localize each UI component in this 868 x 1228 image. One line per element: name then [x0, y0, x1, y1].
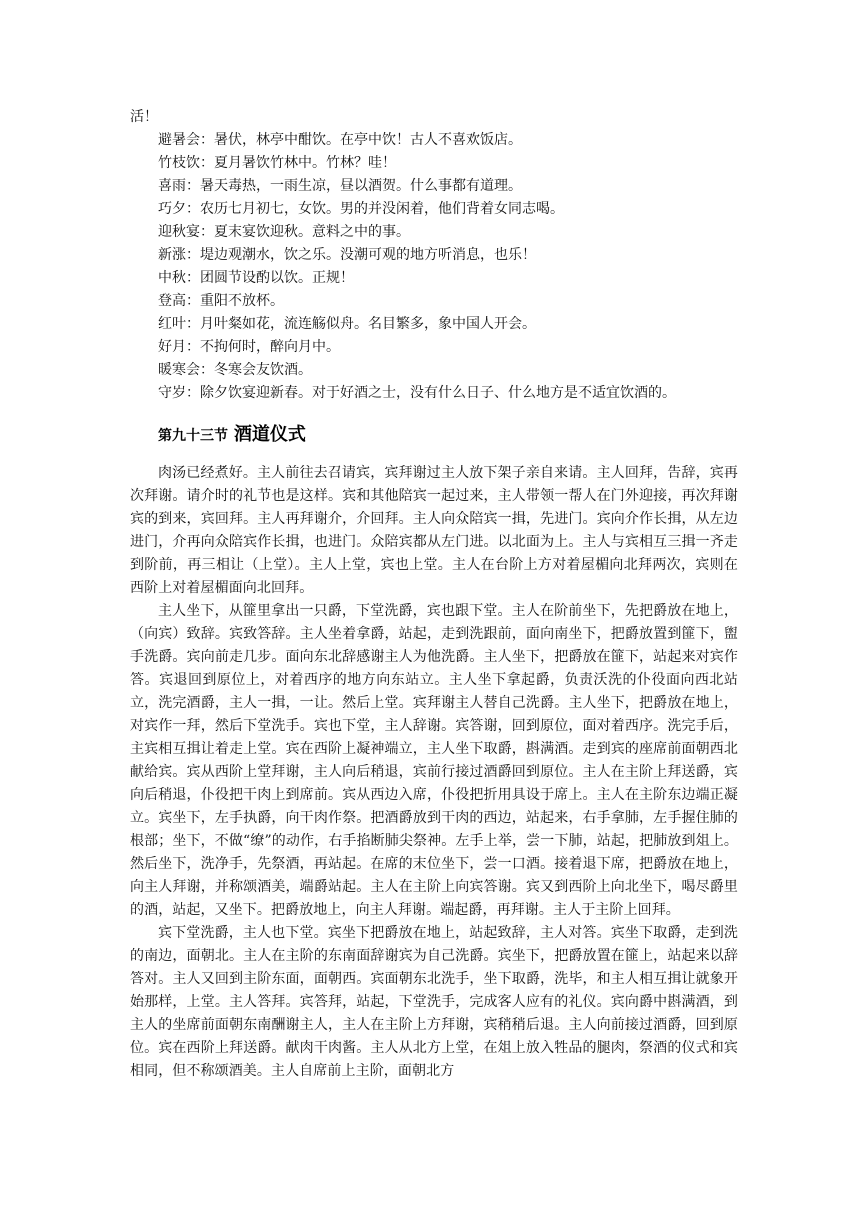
custom-item: 避暑会：暑伏，林亭中酣饮。在亭中饮！古人不喜欢饭店。	[158, 132, 522, 148]
section-number: 第九十三节	[158, 428, 228, 444]
document-page	[130, 106, 738, 1083]
custom-item: 暖寒会：冬寒会友饮酒。	[158, 362, 312, 378]
custom-item: 中秋：团圆节设酌以饮。正规！	[158, 270, 354, 286]
continuation-text: 活！	[130, 109, 158, 125]
custom-item: 守岁：除夕饮宴迎新春。对于好酒之士，没有什么日子、什么地方是不适宜饮酒的。	[158, 385, 676, 401]
section-heading	[158, 423, 738, 448]
section-title: 酒道仪式	[233, 424, 306, 445]
custom-item: 登高：重阳不放杯。	[158, 293, 284, 309]
custom-item: 巧夕：农历七月初七，女饮。男的并没闲着，他们背着女同志喝。	[158, 201, 564, 217]
custom-item: 喜雨：暑天毒热，一雨生凉，昼以酒贺。什么事都有道理。	[158, 178, 522, 194]
custom-item: 新涨：堤边观潮水，饮之乐。没潮可观的地方听消息，也乐！	[158, 247, 536, 263]
body-paragraph: 肉汤已经煮好。主人前往去召请宾，宾拜谢过主人放下架子亲自来请。主人回拜，告辞，宾再次拜谢。请介时的礼节也是这样。宾和其他陪宾一起过来，主人带领一帮人在门外迎接，再次拜谢宾的到来，宾回拜。主人再拜谢介，介回拜。主人向众陪宾一揖，先进门。宾向介作长揖，从左边进门，介再向众陪宾作长揖，也进门。众陪宾都从左门进。以北面为上。主人与宾相互三揖一齐走到阶前，再三相让（上堂）。主人上堂，宾也上堂。主人在台阶上方对着屋楣向北拜两次，宾则在西阶上对着屋楣面向北回拜。	[130, 465, 738, 596]
custom-item: 好月：不拘何时，醉向月中。	[158, 339, 340, 355]
custom-item: 竹枝饮：夏月暑饮竹林中。竹林？哇！	[158, 155, 396, 171]
drinking-customs-list	[130, 129, 738, 405]
custom-item: 迎秋宴：夏末宴饮迎秋。意料之中的事。	[158, 224, 410, 240]
custom-item: 红叶：月叶粲如花，流连觞似舟。名目繁多，象中国人开会。	[158, 316, 536, 332]
body-paragraph: 主人坐下，从篚里拿出一只爵，下堂洗爵，宾也跟下堂。主人在阶前坐下，先把爵放在地上，（向宾）致辞。宾致答辞。主人坐着拿爵，站起，走到洗跟前，面向南坐下，把爵放置到篚下，盥手洗爵。宾向前走几步。面向东北辞感谢主人为他洗爵。主人坐下，把爵放在篚下，站起来对宾作答。宾退回到原位上，对着西序的地方向东站立。主人坐下拿起爵，负责沃洗的仆役面向西北站立，洗完酒爵，主人一揖，一让。然后上堂。宾拜谢主人替自己洗爵。主人坐下，把爵放在地上，对宾作一拜，然后下堂洗手。宾也下堂，主人辞谢。宾答谢，回到原位，面对着西序。洗完手后，主宾相互揖让着走上堂。宾在西阶上凝神端立，主人坐下取爵，斟满酒。走到宾的座席前面朝西北献给宾。宾从西阶上堂拜谢，主人向后稍退，宾前行接过酒爵回到原位。主人在主阶上拜送爵，宾向后稍退，仆役把干肉上到席前。宾从西边入席，仆役把折用具设于席上。主人在主阶东边端正凝立。宾坐下，左手执爵，向干肉作祭。把酒爵放到干肉的西边，站起来，右手拿肺，左手握住肺的根部；坐下，不做“缭”的动作，右手掐断肺尖祭神。左手上举，尝一下肺，站起，把肺放到俎上。然后坐下，洗净手，先祭酒，再站起。在席的末位坐下，尝一口酒。接着退下席，把爵放在地上，向主人拜谢，并称颂酒美，端爵站起。主人在主阶上向宾答谢。宾又到西阶上向北坐下，喝尽爵里的酒，站起，又坐下。把爵放地上，向主人拜谢。端起爵，再拜谢。主人于主阶上回拜。	[130, 603, 738, 918]
body-paragraph: 宾下堂洗爵，主人也下堂。宾坐下把爵放在地上，站起致辞，主人对答。宾坐下取爵，走到洗的南边，面朝北。主人在主阶的东南面辞谢宾为自己洗爵。宾坐下，把爵放置在篚上，站起来以辞答对。主人又回到主阶东面，面朝西。宾面朝东北洗手，坐下取爵，洗毕，和主人相互揖让就象开始那样，上堂。主人答拜。宾答拜，站起，下堂洗手，完成客人应有的礼仪。宾向爵中斟满酒，到主人的坐席前面朝东南酬谢主人，主人在主阶上方拜谢，宾稍稍后退。主人向前接过酒爵，回到原位。宾在西阶上拜送爵。献肉干肉酱。主人从北方上堂，在俎上放入牲品的腿肉，祭酒的仪式和宾相同，但不称颂酒美。主人自席前上主阶，面朝北方	[130, 925, 738, 1079]
